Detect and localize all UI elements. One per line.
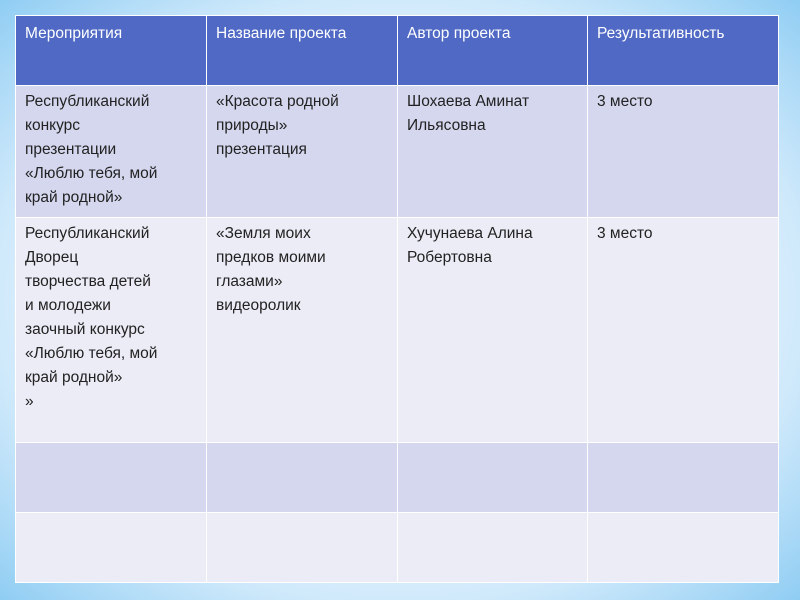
cell-text: Республиканский Дворец творчества детей и молодежи заочный конкурс «Люблю тебя, мой край родной» » (25, 225, 158, 410)
table-cell-event (16, 513, 207, 583)
table-row (16, 218, 779, 443)
cell-text: Хучунаева Алина Робертовна (407, 225, 533, 266)
header-project-author: Автор проекта (398, 16, 588, 86)
table-row (16, 443, 779, 513)
table-header-row (16, 16, 779, 86)
cell-text: 3 место (597, 93, 653, 110)
table-cell-project-name (207, 513, 398, 583)
header-project-name: Название проекта (207, 16, 398, 86)
table-cell-result (588, 218, 779, 443)
table-cell-result (588, 443, 779, 513)
events-table (15, 15, 779, 583)
table-row (16, 513, 779, 583)
cell-text: Республиканский конкурс презентации «Люблю тебя, мой край родной» (25, 93, 158, 206)
table-cell-event (16, 443, 207, 513)
table-cell-project-name (207, 86, 398, 218)
table-cell-author (398, 443, 588, 513)
table-cell-author (398, 86, 588, 218)
table-row (16, 86, 779, 218)
cell-text: «Земля моих предков моими глазами» видеоролик (216, 225, 326, 314)
cell-text: «Красота родной природы» презентация (216, 93, 339, 158)
table-cell-event (16, 86, 207, 218)
table-cell-project-name (207, 443, 398, 513)
table-cell-result (588, 513, 779, 583)
table-cell-result (588, 86, 779, 218)
header-effectiveness: Результативность (588, 16, 779, 86)
table-cell-author (398, 218, 588, 443)
cell-text: Шохаева Аминат Ильясовна (407, 93, 530, 134)
cell-text: 3 место (597, 225, 653, 242)
table-cell-event (16, 218, 207, 443)
table-cell-author (398, 513, 588, 583)
table-cell-project-name (207, 218, 398, 443)
header-events: Мероприятия (16, 16, 207, 86)
